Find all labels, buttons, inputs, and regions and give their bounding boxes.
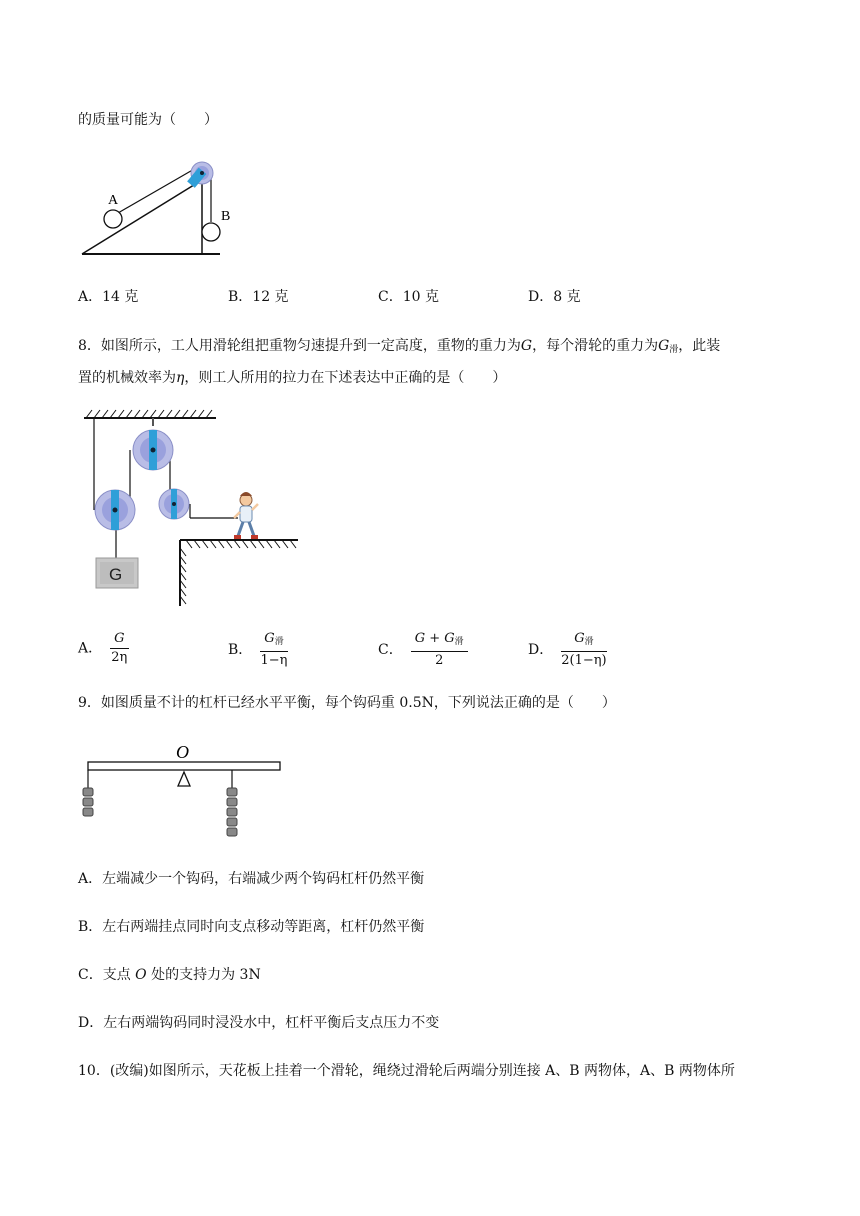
q8-option-a[interactable]: A． $\frac{G}{2\eta}$	[78, 631, 128, 665]
q9-option-b[interactable]: B．左右两端挂点同时向支点移动等距离，杠杆仍然平衡	[78, 919, 425, 935]
worker-icon	[234, 492, 258, 539]
q9-option-a[interactable]: A．左端减少一个钩码，右端减少两个钩码杠杆仍然平衡	[78, 871, 425, 887]
weight-label: G	[109, 565, 123, 584]
fulcrum-icon	[178, 772, 190, 786]
block-b	[202, 223, 220, 241]
q7-option-c[interactable]: C．10 克	[378, 289, 439, 305]
q7-stem-tail: 的质量可能为（ ）	[78, 112, 218, 128]
q9-option-c[interactable]: C．支点 O 处的支持力为 3N	[78, 967, 261, 983]
q8-option-b[interactable]: B． $\frac{G_滑}{1-\eta}$	[228, 631, 288, 668]
q9-option-d[interactable]: D．左右两端钩码同时浸没水中，杠杆平衡后支点压力不变	[78, 1015, 440, 1031]
block-a	[104, 210, 122, 228]
label-b: B	[221, 209, 231, 224]
q10-stem: 10．(改编)如图所示，天花板上挂着一个滑轮，绳绕过滑轮后两端分别连接 A、B 两物体，A、B 两物体所	[78, 1063, 735, 1079]
ceiling-hatch	[84, 410, 216, 418]
right-hook-weights	[227, 770, 237, 836]
q8-option-d[interactable]: D． $\frac{G_滑}{2(1-\eta)}$	[528, 631, 607, 668]
q8-stem-line2: 置的机械效率为η，则工人所用的拉力在下述表达中正确的是（ ）	[78, 370, 507, 386]
q7-option-b[interactable]: B．12 克	[228, 289, 289, 305]
lever-bar	[88, 762, 280, 770]
lever-figure	[78, 738, 288, 848]
small-pulley-icon	[159, 489, 189, 519]
ground-ledge	[180, 540, 298, 606]
q7-option-d[interactable]: D．8 克	[528, 289, 581, 305]
incline-triangle	[82, 180, 220, 254]
left-hook-weights	[83, 770, 93, 816]
q8-stem-line1: 8．如图所示，工人用滑轮组把重物匀速提升到一定高度，重物的重力为G，每个滑轮的重力为$G_滑$，此装	[78, 338, 721, 355]
incline-pulley-figure	[78, 158, 248, 258]
q7-option-a[interactable]: A．14 克	[78, 289, 139, 305]
label-a: A	[108, 193, 119, 208]
pivot-label: O	[176, 742, 189, 762]
weight-block	[96, 558, 138, 588]
q8-option-c[interactable]: C． $\frac{G + G_滑}{2}$	[378, 630, 468, 670]
top-pulley-icon	[187, 162, 213, 188]
fixed-pulley-icon	[133, 418, 173, 470]
pulley-system-figure	[78, 406, 302, 612]
movable-pulley-icon	[95, 490, 135, 530]
q9-stem: 9．如图质量不计的杠杆已经水平平衡，每个钩码重 0.5N，下列说法正确的是（ ）	[78, 695, 616, 711]
